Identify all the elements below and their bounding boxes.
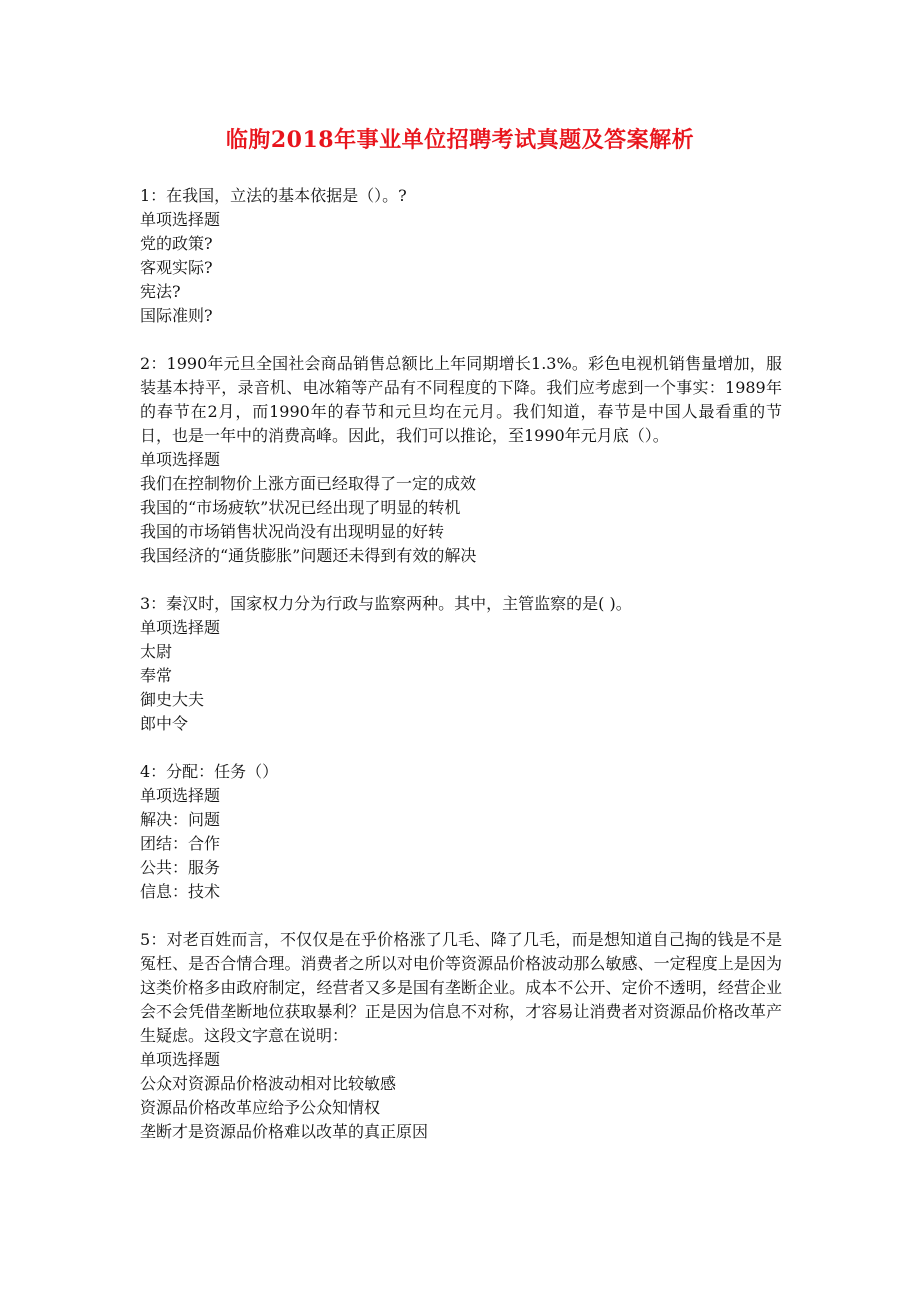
option-a: 公众对资源品价格波动相对比较敏感 bbox=[140, 1074, 397, 1093]
option-c: 宪法? bbox=[140, 282, 181, 301]
question-5 bbox=[140, 928, 782, 1144]
option-c: 公共：服务 bbox=[140, 858, 221, 877]
option-a: 我们在控制物价上涨方面已经取得了一定的成效 bbox=[140, 474, 477, 493]
option-d: 郎中令 bbox=[140, 714, 189, 733]
option-b: 奉常 bbox=[140, 666, 173, 685]
question-3 bbox=[140, 592, 782, 736]
option-d: 我国经济的“通货膨胀”问题还未得到有效的解决 bbox=[140, 546, 477, 565]
question-text: 4：分配：任务（） bbox=[140, 762, 279, 781]
option-a: 解决：问题 bbox=[140, 810, 221, 829]
option-c: 御史大夫 bbox=[140, 690, 205, 709]
option-d: 信息：技术 bbox=[140, 882, 221, 901]
question-text: 1：在我国，立法的基本依据是（）。? bbox=[140, 186, 407, 205]
question-1 bbox=[140, 184, 782, 328]
option-b: 团结：合作 bbox=[140, 834, 221, 853]
option-b: 客观实际? bbox=[140, 258, 213, 277]
option-a: 太尉 bbox=[140, 642, 173, 661]
question-2 bbox=[140, 352, 782, 568]
question-type: 单项选择题 bbox=[140, 618, 221, 637]
option-b: 我国的“市场疲软”状况已经出现了明显的转机 bbox=[140, 498, 461, 517]
option-c: 垄断才是资源品价格难以改革的真正原因 bbox=[140, 1122, 429, 1141]
option-c: 我国的市场销售状况尚没有出现明显的好转 bbox=[140, 522, 445, 541]
option-a: 党的政策? bbox=[140, 234, 213, 253]
document-title: 临朐2018年事业单位招聘考试真题及答案解析 bbox=[225, 127, 695, 153]
question-text: 2：1990年元旦全国社会商品销售总额比上年同期增长1.3%。彩色电视机销售量增加，服装基本持平，录音机、电冰箱等产品有不同程度的下降。我们应考虑到一个事实：1989年的春节在2月，而1990年的春节和元旦均在元月。我们知道，春节是中国人最看重的节日，也是一年中的消费高峰。因此，我们可以推论，至1990年元月底（）。 bbox=[140, 354, 782, 445]
question-type: 单项选择题 bbox=[140, 450, 221, 469]
question-list bbox=[140, 184, 782, 1168]
question-text: 5：对老百姓而言，不仅仅是在乎价格涨了几毛、降了几毛，而是想知道自己掏的钱是不是冤枉、是否合情合理。消费者之所以对电价等资源品价格波动那么敏感、一定程度上是因为这类价格多由政府制定，经营者又多是国有垄断企业。成本不公开、定价不透明，经营企业会不会凭借垄断地位获取暴利？正是因为信息不对称，才容易让消费者对资源品价格改革产生疑虑。这段文字意在说明： bbox=[140, 930, 782, 1045]
question-type: 单项选择题 bbox=[140, 210, 221, 229]
question-text: 3：秦汉时，国家权力分为行政与监察两种。其中，主管监察的是( )。 bbox=[140, 594, 632, 613]
question-type: 单项选择题 bbox=[140, 1050, 221, 1069]
question-4 bbox=[140, 760, 782, 904]
option-d: 国际准则? bbox=[140, 306, 213, 325]
question-type: 单项选择题 bbox=[140, 786, 221, 805]
option-b: 资源品价格改革应给予公众知情权 bbox=[140, 1098, 381, 1117]
